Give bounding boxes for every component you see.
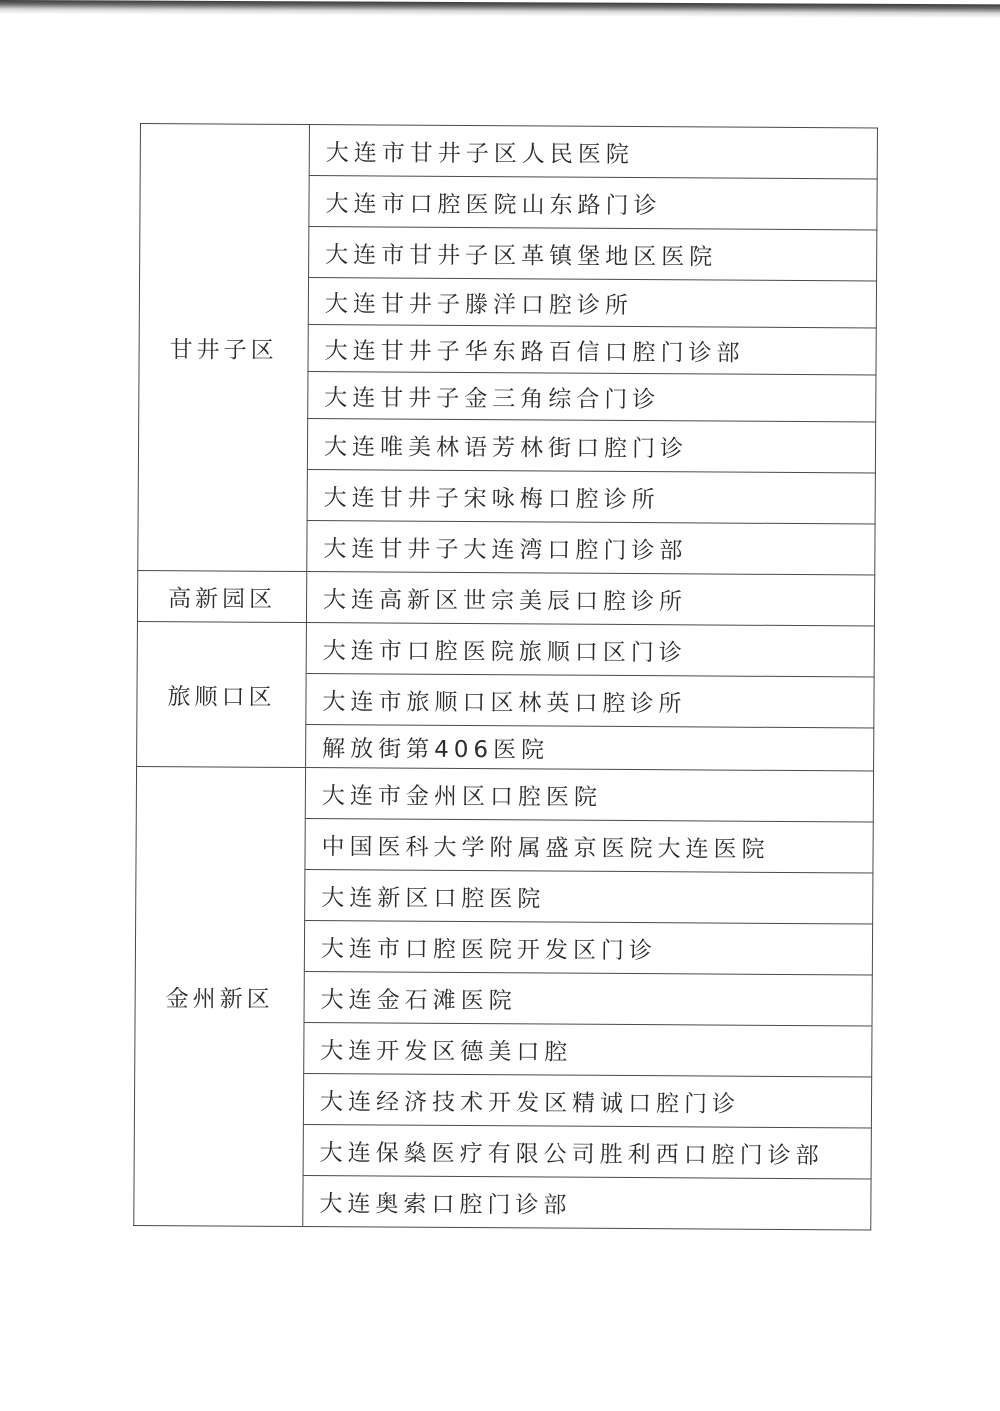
hospital-name-cell: 大连高新区世宗美辰口腔诊所: [306, 572, 874, 626]
hospital-name-cell: 大连金石滩医院: [304, 972, 872, 1026]
region-cell-gaoxin: 高新园区: [137, 570, 306, 622]
hospital-name-cell: 大连新区口腔医院: [305, 870, 873, 924]
hospital-list-table: [133, 123, 878, 1230]
hospital-name-cell: 大连甘井子华东路百信口腔门诊部: [308, 325, 876, 375]
table-row: [136, 766, 873, 822]
table-row: [140, 124, 877, 180]
hospital-name-cell: 大连甘井子金三角综合门诊: [308, 372, 876, 422]
hospital-name-cell: 解放街第406医院: [306, 725, 874, 771]
table-row: [137, 570, 874, 626]
region-cell-ganjingzi: 甘井子区: [138, 124, 310, 572]
table-row: [137, 621, 874, 677]
hospital-name-cell: 大连市甘井子区人民医院: [309, 125, 877, 179]
hospital-name-cell: 大连开发区德美口腔: [304, 1023, 872, 1077]
region-cell-lvshunkou: 旅顺口区: [137, 621, 307, 767]
hospital-name-cell: 大连市口腔医院山东路门诊: [309, 176, 877, 230]
hospital-name-cell: 大连甘井子滕洋口腔诊所: [308, 278, 876, 328]
hospital-name-cell: 大连奥索口腔门诊部: [303, 1176, 871, 1230]
hospital-name-cell: 大连市金州区口腔医院: [305, 768, 873, 822]
hospital-name-cell: 大连市口腔医院旅顺口区门诊: [306, 623, 874, 677]
hospital-name-cell: 大连市口腔医院开发区门诊: [304, 921, 872, 975]
scan-edge: [0, 0, 1000, 18]
region-cell-jinzhou: 金州新区: [134, 766, 306, 1226]
hospital-name-cell: 大连唯美林语芳林街口腔门诊: [307, 419, 875, 473]
hospital-name-cell: 大连市旅顺口区林英口腔诊所: [306, 674, 874, 728]
hospital-name-cell: 中国医科大学附属盛京医院大连医院: [305, 819, 873, 873]
hospital-name-cell: 大连经济技术开发区精诚口腔门诊: [303, 1074, 871, 1128]
hospital-name-cell: 大连甘井子大连湾口腔门诊部: [307, 521, 875, 575]
hospital-name-cell: 大连保燊医疗有限公司胜利西口腔门诊部: [303, 1125, 871, 1179]
hospital-name-cell: 大连甘井子宋咏梅口腔诊所: [307, 470, 875, 524]
hospital-name-cell: 大连市甘井子区革镇堡地区医院: [309, 227, 877, 281]
